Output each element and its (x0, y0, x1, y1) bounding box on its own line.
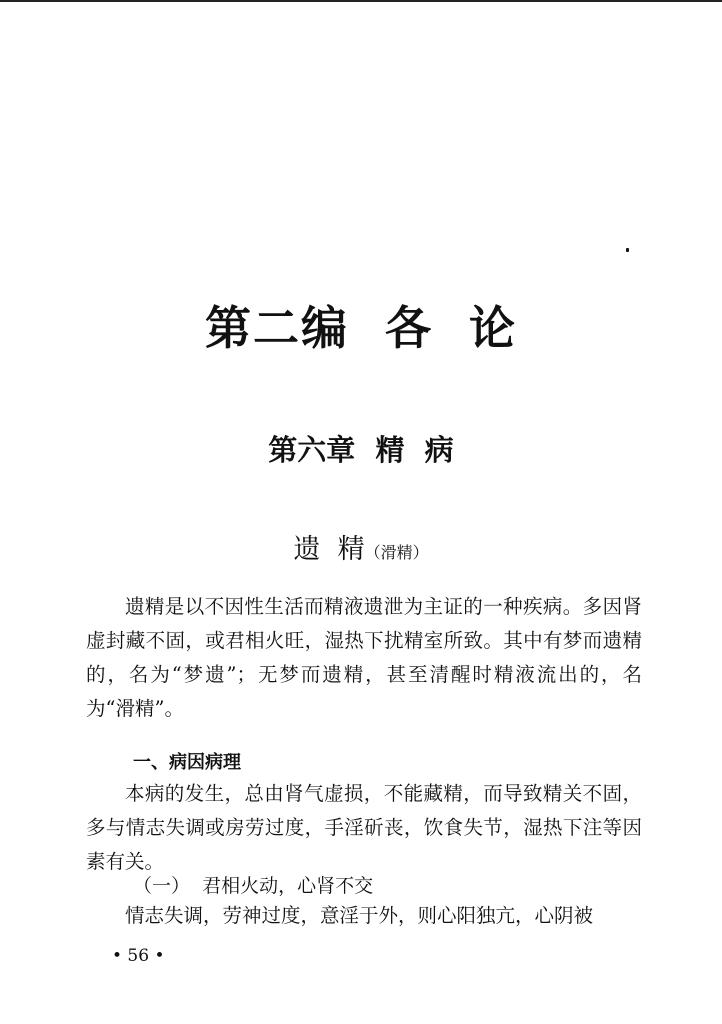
section-title (0, 527, 722, 566)
page-top-border (0, 0, 722, 2)
scan-speck (626, 248, 629, 252)
part-title: 第二编 各 论 (204, 301, 518, 355)
etiology-paragraph: 本病的发生，总由肾气虚损，不能藏精，而导致精关不固，多与情志失调或房劳过度，手淫斫丧，饮食失节，湿热下注等因素有关。 (86, 782, 642, 873)
continuation-paragraph: 情志失调，劳神过度，意淫于外，则心阳独亢，心阴被 (125, 904, 594, 927)
section-title-main: 遗 精 (293, 534, 365, 565)
sub-heading-1: （一） 君相火动，心肾不交 (133, 875, 374, 897)
section-title-subtitle: （滑精） (364, 543, 429, 562)
heading-etiology: 一、病因病理 (133, 752, 241, 773)
page-number: • 56 • (112, 946, 165, 966)
chapter-title: 第六章 精 病 (268, 433, 454, 467)
intro-paragraph: 遗精是以不因性生活而精液遗泄为主证的一种疾病。多因肾虚封藏不固，或君相火旺，湿热下扰精室所致。其中有梦而遗精的，名为“梦遗”；无梦而遗精，甚至清醒时精液流出的，名为“滑精”。 (86, 595, 642, 720)
